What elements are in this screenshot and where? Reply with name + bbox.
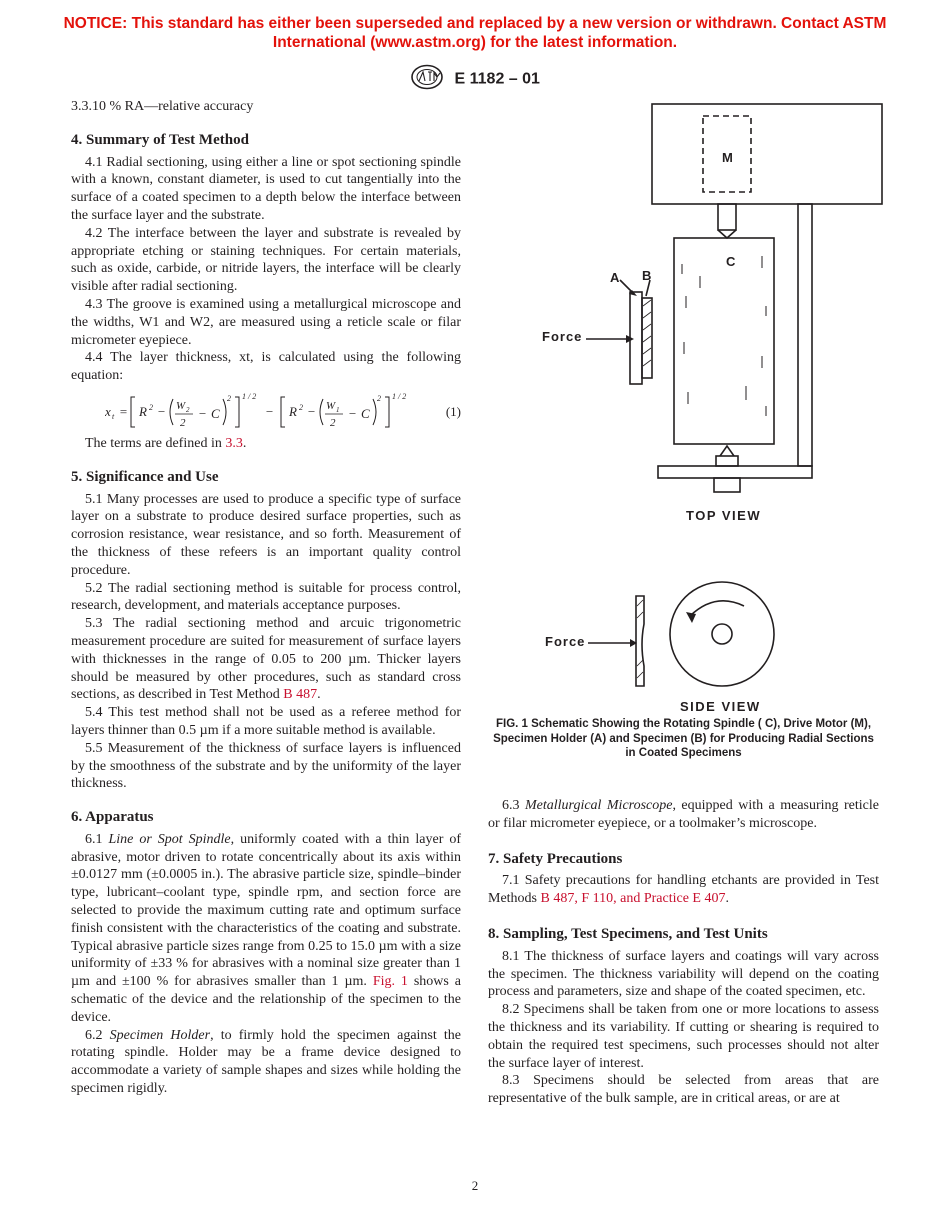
label-top-view: TOP VIEW <box>686 508 762 523</box>
link-b487[interactable]: B 487 <box>283 687 318 703</box>
apparatus-schematic <box>500 96 890 716</box>
svg-text:=: = <box>119 403 128 419</box>
paragraph-7-1-end: . <box>725 891 729 907</box>
left-column <box>71 98 461 1098</box>
label-side-view: SIDE VIEW <box>680 699 761 714</box>
label-b: B <box>642 268 652 283</box>
section-4-title: 4. Summary of Test Method <box>71 131 249 148</box>
link-test-methods[interactable]: B 487, F 110, and Practice E 407 <box>540 891 726 907</box>
page-number: 2 <box>471 1178 479 1193</box>
label-force-top: Force <box>542 329 583 344</box>
paragraph-6-2-lead: 6.2 <box>85 1027 110 1043</box>
paragraph-7-1 <box>488 872 879 908</box>
paragraph-6-1-text: , uniformly coated with a thin layer of abrasive, motor driven to rotate concentrically about its axis within ±0.0127 mm (±0.0005 in.). The abrasive particle size, spindle–binder type, lubricant–coolant type, spindle rpm, and section force are selected to provide the maximum cutting rate and optimum surface finish consistent with the characteristics of the coating and substrate. Typical abrasive particle sizes range from 0.25 to 15.0 µm with a size uniformity of ±33 % for abrasives with a nominal size greater than 1 µm and ±100 % for abrasives smaller than 1 µm. <box>71 831 461 990</box>
figure-1 <box>500 96 890 766</box>
link-fig-1[interactable]: Fig. 1 <box>372 974 408 990</box>
label-force-side: Force <box>545 634 586 649</box>
label-a: A <box>610 270 620 285</box>
svg-text:1 / 2: 1 / 2 <box>242 391 257 401</box>
label-m: M <box>722 150 733 165</box>
svg-text:−: − <box>265 403 274 419</box>
terms-period: . <box>242 435 247 451</box>
paragraph-5-3-end: . <box>317 687 321 703</box>
svg-text:W: W <box>176 399 186 412</box>
figure-caption: FIG. 1 Schematic Showing the Rotating Spindle ( C), Drive Motor (M), Specimen Holder (A) and Specimen (B) for Producing Radial Sections in Coated Specimens <box>493 718 874 759</box>
svg-text:1 / 2: 1 / 2 <box>392 391 407 401</box>
paragraph-6-1 <box>71 831 461 1027</box>
paragraph-4-2: 4.2 The interface between the layer and substrate is revealed by appropriate etching or staining techniques. For certain materials, such as oxide, carbide, or nitride layers, the interface will be clearly visible after radial sectioning. <box>71 225 461 295</box>
svg-text:−: − <box>348 405 357 421</box>
paragraph-5-1: 5.1 Many processes are used to produce a specific type of surface layer on a substrate to produce desired surface properties, such as corrosion resistance, wear resistance, and so forth. Measurement of the thickness of these refeers is an important quality control procedure. <box>71 491 461 578</box>
standard-designation: E 1182 – 01 <box>454 70 540 88</box>
astm-logo-icon <box>410 64 444 95</box>
svg-text:R: R <box>139 403 147 419</box>
paragraph-4-1: 4.1 Radial sectioning, using either a line or spot sectioning spindle with a known, constant diameter, is used to cut tangentially into the surface of a coated specimen to a depth below the interface between the surface layer and the substrate. <box>71 154 461 223</box>
equation-number: (1) <box>445 403 461 419</box>
svg-text:C: C <box>361 405 370 421</box>
equation-1 <box>71 389 461 433</box>
svg-text:W: W <box>326 399 336 412</box>
label-c: C <box>726 254 736 269</box>
paragraph-6-3 <box>488 797 879 833</box>
svg-text:x: x <box>105 403 111 419</box>
svg-text:2: 2 <box>227 393 231 403</box>
svg-text:t: t <box>112 411 115 421</box>
paragraph-8-2: 8.2 Specimens shall be taken from one or more locations to assess the thickness and its variability. If cutting or shearing is required to obtain the required test specimens, such processes should not alter the surface layer of interest. <box>488 1002 879 1071</box>
term-line-spindle: Line or Spot Spindle <box>108 831 231 847</box>
section-8-title: 8. Sampling, Test Specimens, and Test Units <box>488 925 768 942</box>
page-header <box>0 64 950 95</box>
svg-text:2: 2 <box>149 402 153 412</box>
svg-text:2: 2 <box>180 416 186 429</box>
svg-text:2: 2 <box>377 393 381 403</box>
section-7-title: 7. Safety Precautions <box>488 850 623 867</box>
svg-text:R: R <box>289 403 297 419</box>
paragraph-6-3-text: , equipped with a measuring reticle or filar micrometer eyepiece, or a toolmaker’s microscope. <box>488 798 879 831</box>
svg-text:2: 2 <box>299 402 303 412</box>
svg-text:−: − <box>307 403 316 419</box>
paragraph-5-2: 5.2 The radial sectioning method is suitable for process control, research, development, and materials acceptance purposes. <box>71 580 461 614</box>
right-column <box>488 797 879 1108</box>
link-3-3[interactable]: 3.3 <box>225 435 243 451</box>
paragraph-6-1-lead: 6.1 <box>85 831 109 847</box>
paragraph-5-5: 5.5 Measurement of the thickness of surface layers is influenced by the smoothness of the substrate and by the uniformity of the layer thickness. <box>71 740 461 792</box>
paragraph-5-4: 5.4 This test method shall not be used as a referee method for layers thinner than 0.5 µm if a more suitable method is available. <box>71 705 461 738</box>
equation-graphic <box>105 389 435 433</box>
section-6-title: 6. Apparatus <box>71 809 154 826</box>
section-5-title: 5. Significance and Use <box>71 468 219 485</box>
terms-text: The terms are defined in <box>85 435 226 451</box>
paragraph-4-4: 4.4 The layer thickness, xt, is calculated using the following equation: <box>71 350 461 384</box>
paragraph-6-3-lead: 6.3 <box>502 798 525 813</box>
paragraph-7-1-text: 7.1 Safety precautions for handling etchants are provided in Test Methods <box>488 873 879 907</box>
paragraph-6-2 <box>71 1027 461 1098</box>
paragraph-5-3-text: 5.3 The radial sectioning method and arcuic trigonometric measurement procedure are suited for measurement of surface layers with thicknesses in the range of 0.05 to 200 µm. Thicker layers should be measured by other procedures, such as standard cross sections, as described in Test Method <box>71 616 461 703</box>
svg-text:C: C <box>211 405 220 421</box>
paragraph-4-3: 4.3 The groove is examined using a metallurgical microscope and the widths, W1 and W2, are measured using a reticle scale or filar micrometer eyepiece. <box>71 296 461 348</box>
paragraph-8-3: 8.3 Specimens should be selected from areas that are representative of the bulk sample, are in critical areas, or are at <box>488 1073 879 1107</box>
svg-text:−: − <box>157 403 166 419</box>
withdrawal-notice: NOTICE: This standard has either been superseded and replaced by a new version or withdrawn. Contact ASTM International (www.astm.org) for the latest information. <box>63 15 887 51</box>
svg-text:−: − <box>198 405 207 421</box>
paragraph-8-1: 8.1 The thickness of surface layers and coatings will vary across the specimen. The thickness variability will depend on the coating process and parameters, size and shape of the coated specimen, etc. <box>488 948 879 1000</box>
svg-text:1: 1 <box>336 405 340 414</box>
paragraph-5-3 <box>71 615 461 704</box>
terms-defined <box>71 435 461 453</box>
paragraph-6-2-text: , to firmly hold the specimen against the rotating spindle. Holder may be a frame device designed to accommodate a variety of sample shapes and sizes while holding the specimen rigidly. <box>71 1027 461 1097</box>
item-3-3-10: 3.3.10 % RA—relative accuracy <box>71 99 254 114</box>
term-microscope: Metallurgical Microscope <box>524 798 673 813</box>
term-specimen-holder: Specimen Holder <box>109 1027 211 1043</box>
svg-text:2: 2 <box>186 405 190 414</box>
svg-text:2: 2 <box>330 416 336 429</box>
paragraph-6-1-end: shows a schematic of the device and the relationship of the specimen to the device. <box>71 974 461 1025</box>
